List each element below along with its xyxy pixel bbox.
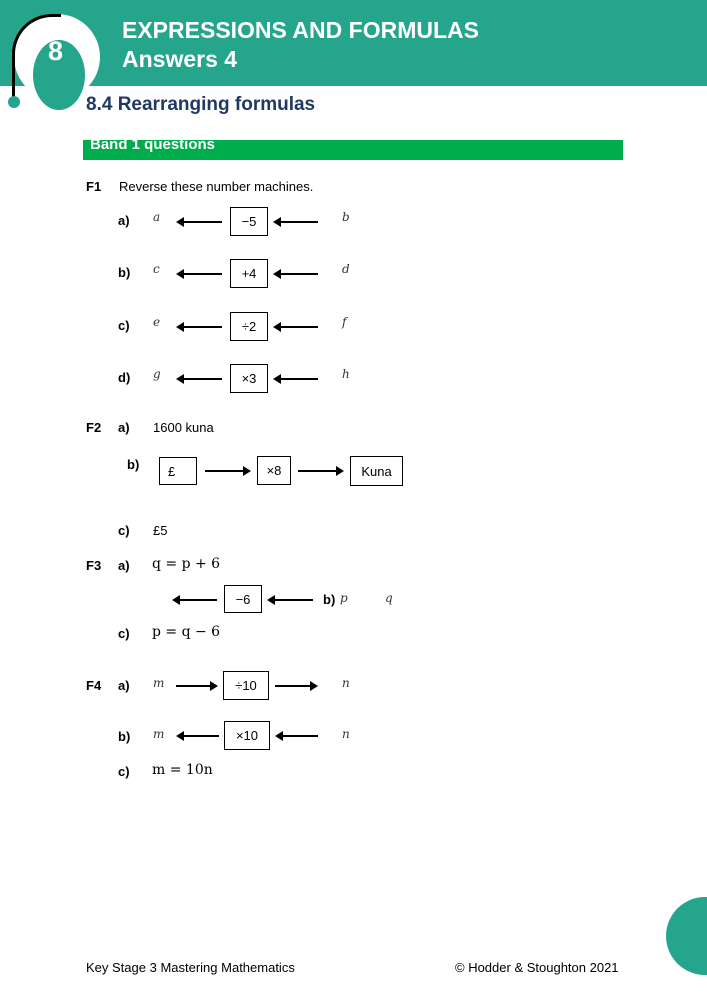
machine-box: ×3 [230,364,268,393]
arrow-left-icon [281,735,318,737]
footer-right: © Hodder & Stoughton 2021 [455,960,619,975]
machine-output: m [153,727,165,741]
machine-input: m [153,676,165,690]
machine-box: −5 [230,207,268,236]
corner-decoration [666,897,707,975]
part-label: c) [118,523,130,538]
machine-box: ×10 [224,721,270,750]
question-prompt: Reverse these number machines. [119,179,314,194]
machine-output: c [153,262,160,276]
part-label: b) [118,265,131,280]
machine-box: Kuna [350,456,403,486]
question-number: F1 [86,179,102,194]
machine-input: f [342,315,347,329]
part-label: c) [118,318,130,333]
arrow-left-icon [182,378,222,380]
machine-input: b [342,210,350,224]
machine-box: £ [159,457,197,485]
machine-input: d [342,262,350,276]
part-label: d) [118,370,131,385]
machine-output: e [153,315,161,329]
part-label: a) [118,420,130,435]
arrow-right-icon [205,470,245,472]
machine-output: a [153,210,161,224]
question-number: F3 [86,558,102,573]
chapter-title: EXPRESSIONS AND FORMULAS [122,17,479,43]
machine-input: q [385,591,393,605]
question-number: F2 [86,420,102,435]
formula: m = 10n [152,762,213,778]
arrow-right-icon [298,470,338,472]
decorative-dot [8,96,20,108]
answer-text: £5 [153,523,168,538]
machine-output: p [340,591,348,605]
arrow-left-icon [178,599,217,601]
machine-input: h [342,367,350,381]
question-number: F4 [86,678,102,693]
part-label: b) [127,457,140,472]
arrow-left-icon [279,273,318,275]
arrow-left-icon [279,221,318,223]
part-label: b) [323,592,336,607]
machine-box: ÷2 [230,312,268,341]
arrow-left-icon [182,273,222,275]
arrow-left-icon [273,599,313,601]
machine-output: g [153,367,161,381]
chapter-subtitle: Answers 4 [122,46,238,72]
part-label: b) [118,729,131,744]
machine-box: ÷10 [223,671,269,700]
footer-left: Key Stage 3 Mastering Mathematics [86,960,295,975]
arrow-left-icon [279,378,318,380]
arrow-left-icon [182,326,222,328]
chapter-number: 8 [48,36,64,66]
formula: p = q − 6 [152,624,221,640]
machine-box: +4 [230,259,268,288]
arrow-left-icon [182,735,219,737]
part-label: a) [118,678,130,693]
part-label: a) [118,213,130,228]
part-label: a) [118,558,130,573]
formula: q = p + 6 [152,556,221,572]
arrow-right-icon [176,685,212,687]
machine-box: −6 [224,585,262,613]
arrow-right-icon [275,685,312,687]
part-label: c) [118,764,130,779]
part-label: c) [118,626,130,641]
arrow-left-icon [279,326,318,328]
machine-box: ×8 [257,456,291,485]
arrow-left-icon [182,221,222,223]
section-title: 8.4 Rearranging formulas [86,94,316,115]
band-title: Band 1 questions [90,136,216,153]
machine-output: n [342,676,350,690]
machine-input: n [342,727,350,741]
answer-text: 1600 kuna [153,420,214,435]
